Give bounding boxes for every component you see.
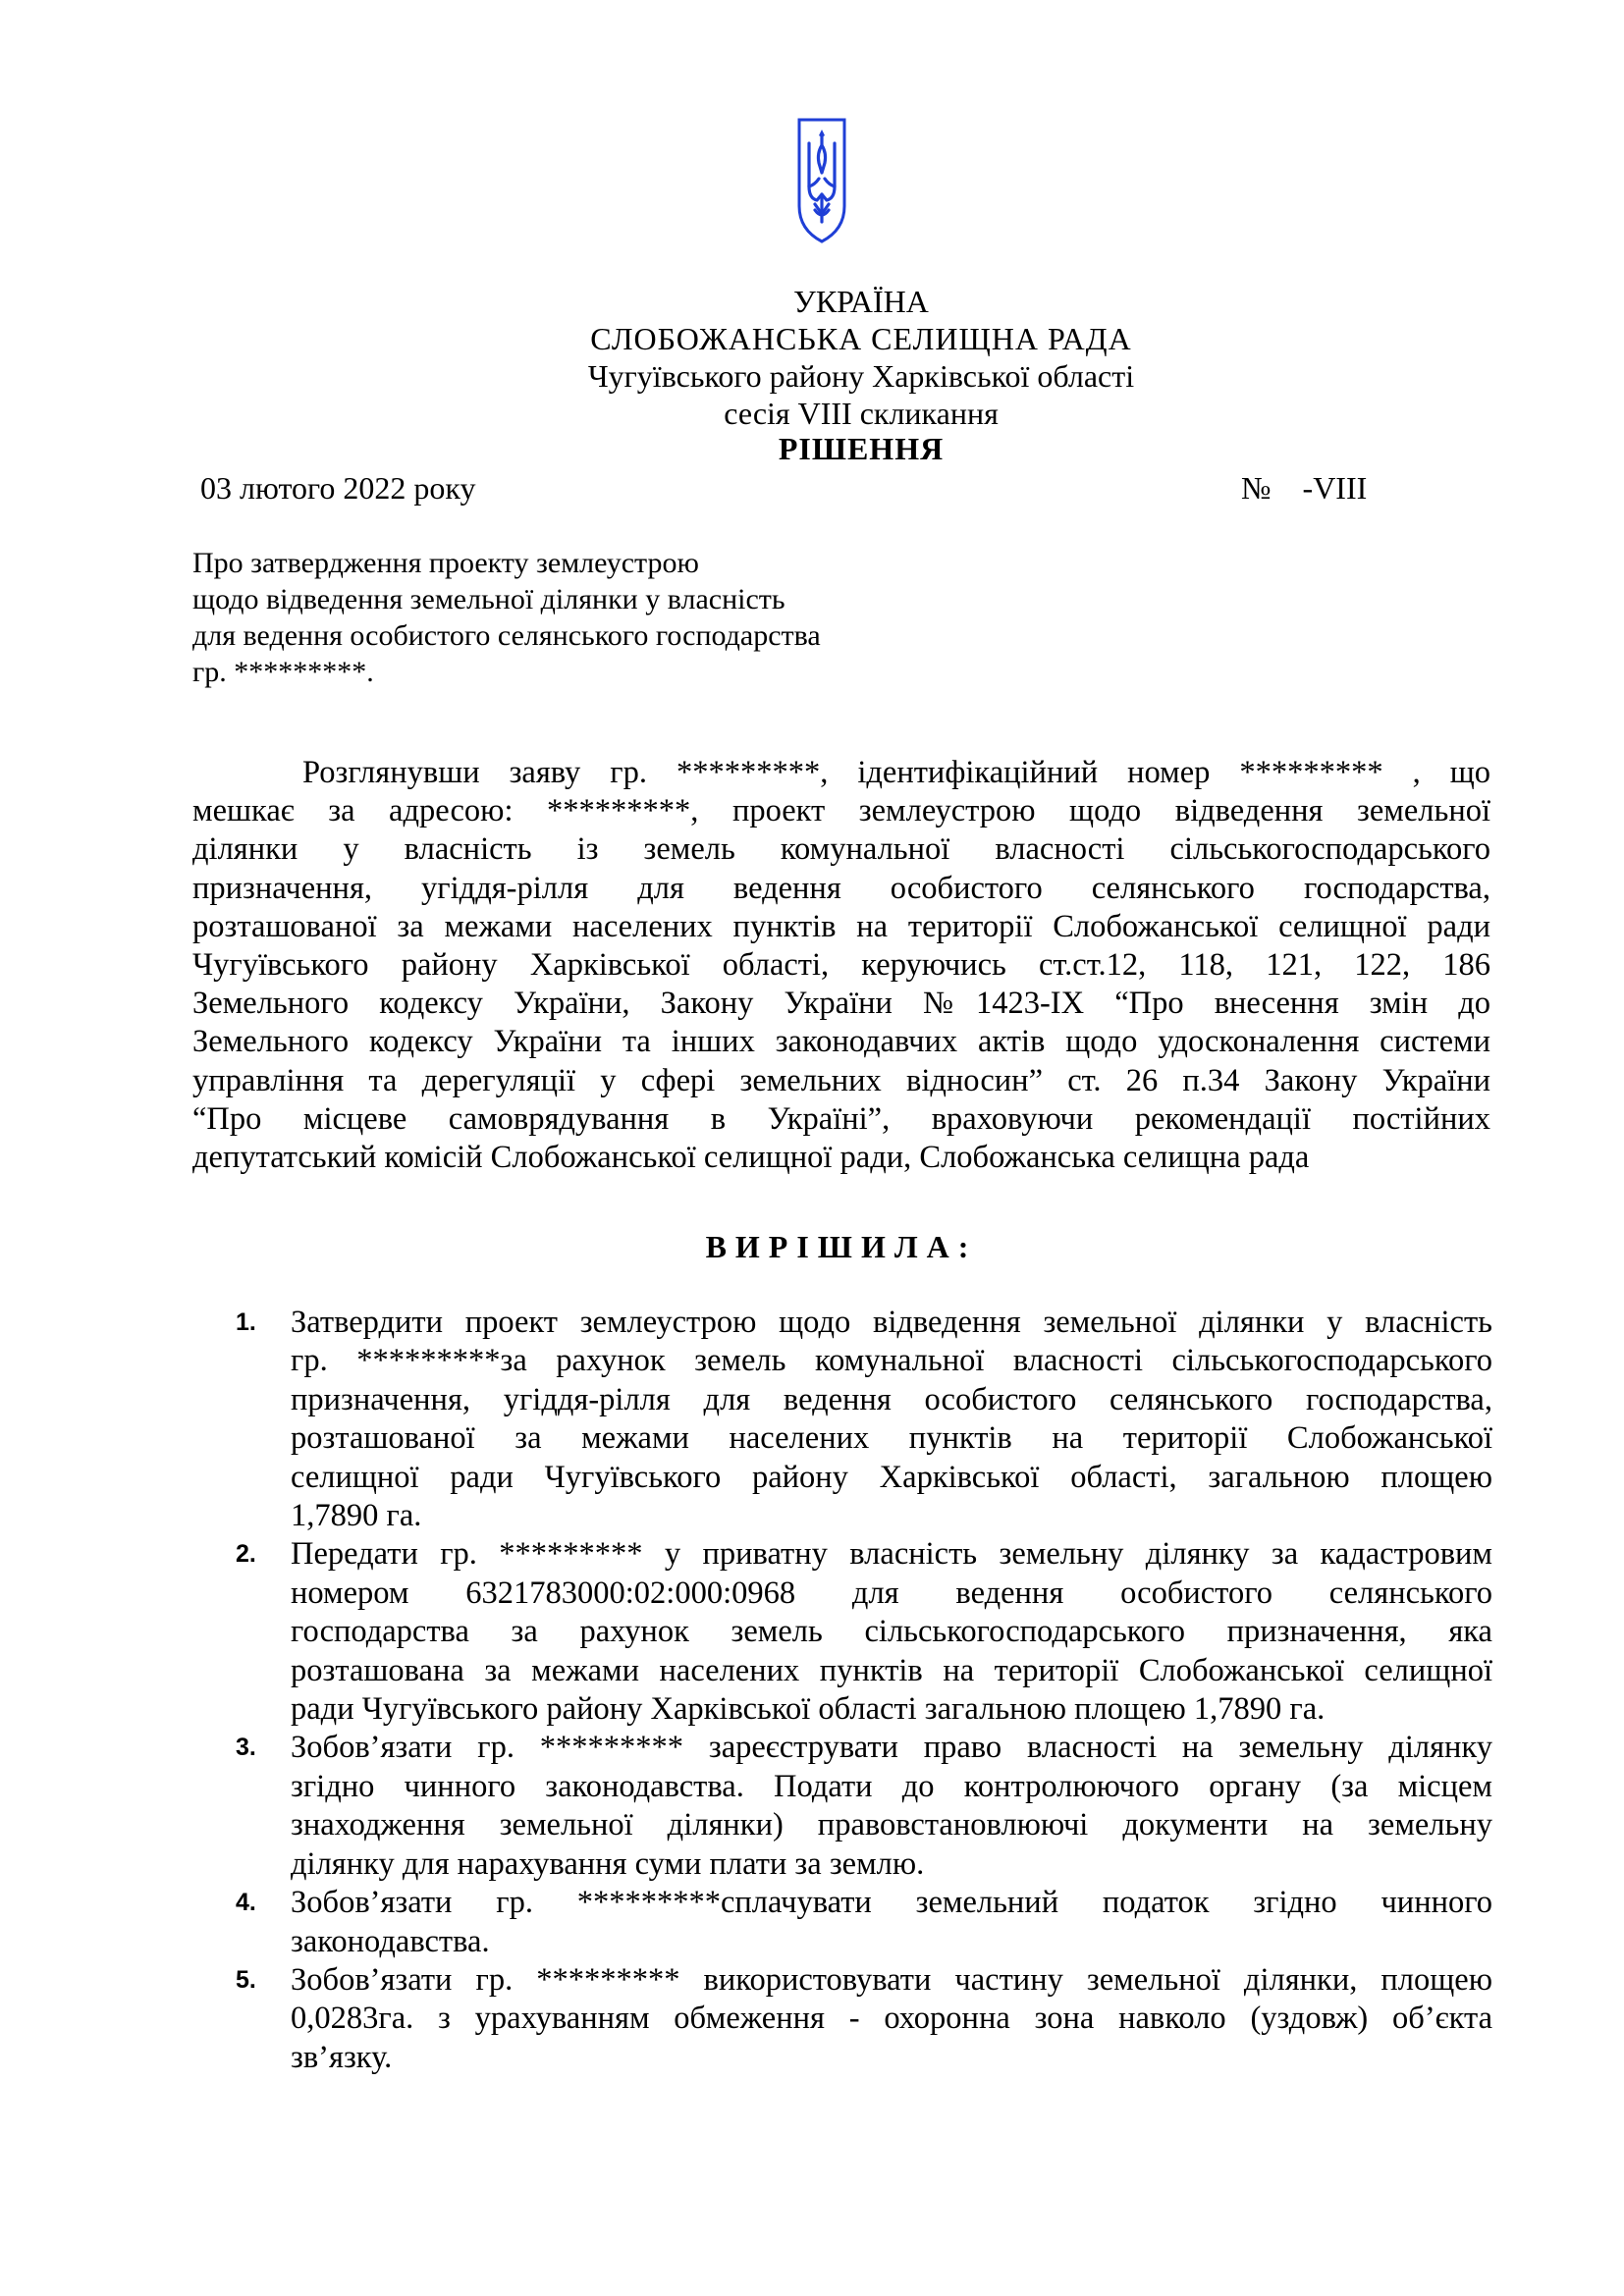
item-line: розташованої за межами населених пунктів на території Слобожанської bbox=[291, 1420, 1492, 1457]
preamble-line: призначення, угіддя-рілля для ведення особистого селянського господарства, bbox=[192, 870, 1490, 906]
council-heading: СЛОБОЖАНСЬКА СЕЛИЩНА РАДА bbox=[590, 321, 1132, 356]
item-line: номером 6321783000:02:000:0968 для ведення особистого селянського bbox=[291, 1575, 1492, 1611]
preamble-line: Земельного кодексу України, Закону України №1423-IX “Про внесення змін до bbox=[192, 986, 1490, 1022]
item-number: 1. bbox=[236, 1308, 256, 1336]
decision-date: 03 лютого 2022 року bbox=[200, 470, 476, 506]
preamble-line: розташованої за межами населених пунктів на території Слобожанської селищної ради bbox=[192, 908, 1490, 944]
item-line: Зобов’язати гр. ********* зареєструвати право власності на земельну ділянку bbox=[291, 1730, 1492, 1766]
item-line: згідно чинного законодавства. Подати до контролюючого органу (за місцем bbox=[291, 1768, 1492, 1804]
preamble-paragraph bbox=[192, 754, 1490, 1177]
item-line: гр. *********за рахунок земель комунальної власності сільськогосподарського bbox=[291, 1343, 1492, 1379]
subject-line: щодо відведення земельної ділянки у власність bbox=[192, 583, 785, 615]
date-number-line bbox=[200, 469, 1379, 507]
item-line: 0,0283га. з урахуванням обмеження - охоронна зона навколо (уздовж) об’єкта bbox=[291, 2001, 1492, 2037]
trident-emblem-icon bbox=[795, 116, 848, 245]
item-line: ради Чугуївського району Харківської області загальною площею 1,7890 га. bbox=[291, 1691, 1326, 1728]
decision-number: № -VIII bbox=[1241, 470, 1368, 506]
item-line: Зобов’язати гр. ********* використовувати частину земельної ділянки, площею bbox=[291, 1961, 1492, 1998]
resolved-heading: ВИРІШИЛА: bbox=[705, 1229, 978, 1264]
preamble-line: управління та дерегуляції у сфері земельних відносин” ст. 26 п.34 Закону України bbox=[192, 1062, 1490, 1098]
item-line: Затвердити проект землеустрою щодо відведення земельної ділянки у власність bbox=[291, 1305, 1492, 1340]
country-heading: УКРАЇНА bbox=[793, 284, 929, 319]
subject-line: Про затвердження проекту землеустрою bbox=[192, 547, 699, 579]
document-title: РІШЕННЯ bbox=[778, 431, 945, 466]
item-number: 2. bbox=[236, 1540, 256, 1569]
session-heading: сесія VIII скликання bbox=[724, 396, 999, 431]
decision-items-list bbox=[236, 1304, 1492, 2077]
preamble-line: “Про місцеве самоврядування в Україні”, враховуючи рекомендації постійних bbox=[192, 1100, 1490, 1137]
subject-line: для ведення особистого селянського господарства bbox=[192, 619, 821, 652]
decision-item-2 bbox=[236, 1535, 1492, 1729]
item-line: розташована за межами населених пунктів на території Слобожанської селищної bbox=[291, 1652, 1492, 1688]
decision-item-5 bbox=[236, 1961, 1492, 2077]
item-line: Зобов’язати гр. *********сплачувати земельний податок згідно чинного bbox=[291, 1885, 1492, 1921]
item-number: 5. bbox=[236, 1965, 256, 1994]
item-line: 1,7890 га. bbox=[291, 1498, 422, 1534]
preamble-line: Чугуївського району Харківської області, керуючись ст.ст.12, 118, 121, 122, 186 bbox=[192, 947, 1490, 984]
district-heading: Чугуївського району Харківської області bbox=[587, 358, 1135, 394]
item-line: знаходження земельної ділянки) правовстановлюючі документи на земельну bbox=[291, 1807, 1492, 1843]
item-line: призначення, угіддя-рілля для ведення особистого селянського господарства, bbox=[291, 1381, 1492, 1417]
subject-line: гр. *********. bbox=[192, 656, 374, 688]
preamble-line: мешкає за адресою: *********, проект землеустрою щодо відведення земельної bbox=[192, 793, 1490, 829]
item-line: ділянку для нарахування суми плати за землю. bbox=[291, 1845, 925, 1882]
decision-item-4 bbox=[236, 1884, 1492, 1961]
item-line: зв’язку. bbox=[291, 2039, 393, 2075]
decision-item-1 bbox=[236, 1304, 1492, 1535]
item-line: законодавства. bbox=[291, 1923, 490, 1959]
item-line: Передати гр. ********* у приватну власність земельну ділянку за кадастровим bbox=[291, 1536, 1492, 1573]
item-line: селищної ради Чугуївського району Харківської області, загальною площею bbox=[291, 1459, 1492, 1495]
decision-item-3 bbox=[236, 1729, 1492, 1884]
preamble-line: депутатський комісій Слобожанської селищної ради, Слобожанська селищна рада bbox=[192, 1140, 1310, 1176]
preamble-line: ділянки у власність із земель комунальної власності сільськогосподарського bbox=[192, 831, 1490, 868]
preamble-line: Розглянувши заяву гр. *********, ідентифікаційний номер ********* , що bbox=[302, 755, 1490, 790]
decision-subject bbox=[192, 545, 939, 690]
item-number: 4. bbox=[236, 1889, 256, 1917]
item-line: господарства за рахунок земель сільськогосподарського призначення, яка bbox=[291, 1614, 1492, 1650]
item-number: 3. bbox=[236, 1734, 256, 1762]
preamble-line: Земельного кодексу України та інших законодавчих актів щодо удосконалення системи bbox=[192, 1024, 1490, 1060]
